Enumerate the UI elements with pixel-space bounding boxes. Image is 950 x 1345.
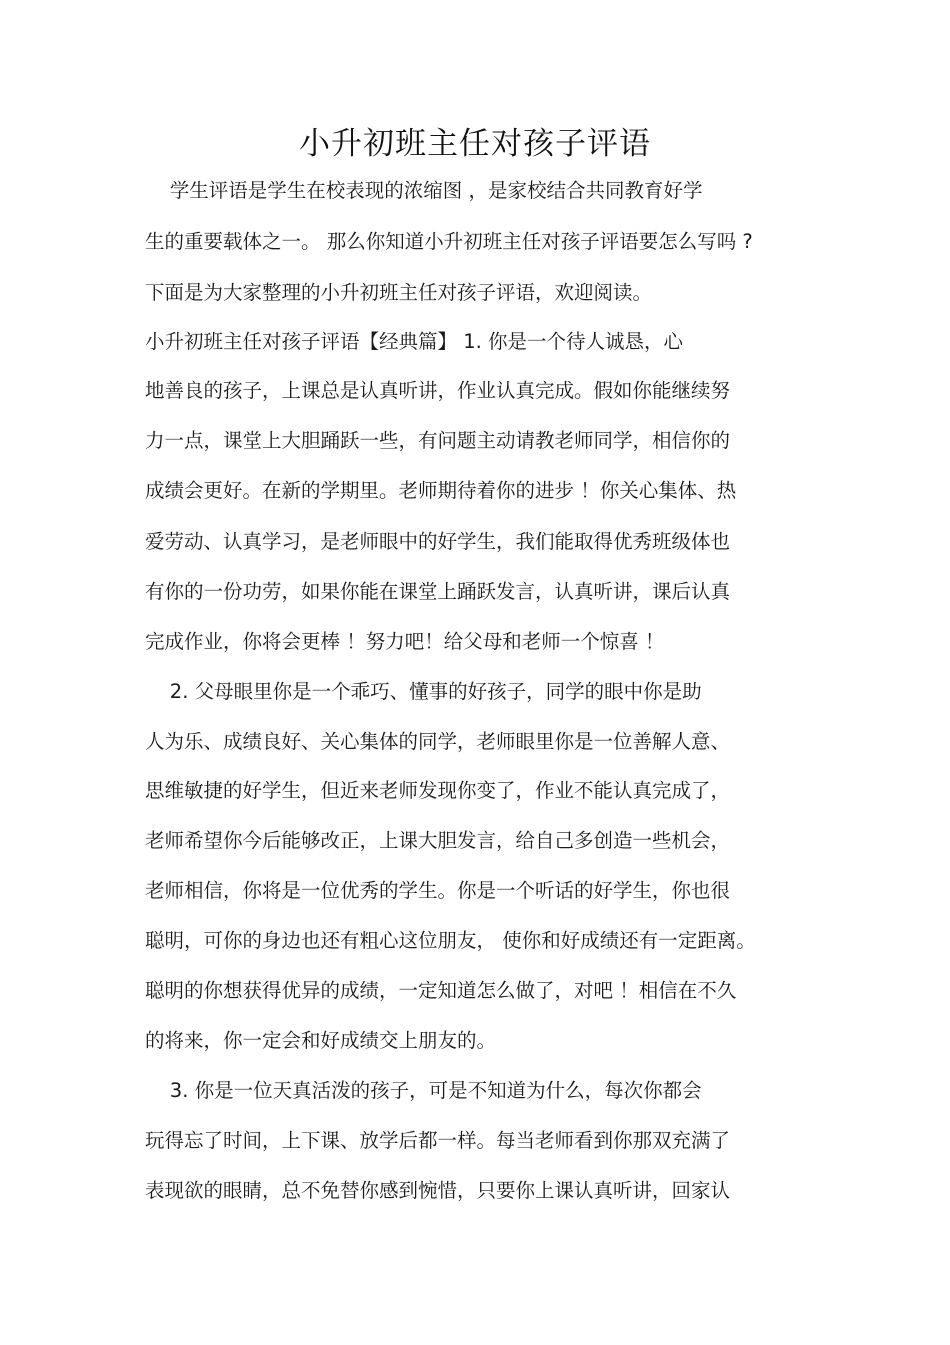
text-line: 下面是为大家整理的小升初班主任对孩子评语，欢迎阅读。 bbox=[145, 281, 653, 304]
text-line: 老师相信，你将是一位优秀的学生。你是一个听话的好学生，你也很 bbox=[145, 879, 731, 902]
text-line: 老师希望你今后能够改正，上课大胆发言，给自己多创造一些机会， bbox=[145, 829, 731, 852]
text-line: 学生评语是学生在校表现的浓缩图 ，是家校结合共同教育好学 bbox=[145, 179, 703, 202]
document-title: 小升初班主任对孩子评语 bbox=[299, 126, 651, 162]
text-line: 聪明的你想获得优异的成绩，一定知道怎么做了，对吧 ！相信在不久 bbox=[145, 979, 737, 1002]
text-line: 有你的一份功劳，如果你能在课堂上踊跃发言，认真听讲，课后认真 bbox=[145, 580, 731, 603]
text-line: 地善良的孩子，上课总是认真听讲，作业认真完成。假如你能继续努 bbox=[145, 379, 731, 402]
text-line: 表现欲的眼睛，总不免替你感到惋惜，只要你上课认真听讲，回家认 bbox=[145, 1179, 731, 1202]
text-line: 思维敏捷的好学生，但近来老师发现你变了，作业不能认真完成了， bbox=[145, 779, 731, 802]
text-line: 的将来，你一定会和好成绩交上朋友的。 bbox=[145, 1029, 497, 1052]
text-line: 爱劳动、认真学习，是老师眼中的好学生，我们能取得优秀班级体也 bbox=[145, 530, 731, 553]
text-line: 2. 父母眼里你是一个乖巧、懂事的好孩子，同学的眼中你是助 bbox=[145, 680, 702, 703]
text-line: 人为乐、成绩良好、关心集体的同学，老师眼里你是一位善解人意、 bbox=[145, 730, 731, 753]
text-line: 聪明，可你的身边也还有粗心这位朋友， 使你和好成绩还有一定距离。 bbox=[145, 929, 756, 952]
text-line: 3. 你是一位天真活泼的孩子，可是不知道为什么，每次你都会 bbox=[145, 1079, 702, 1102]
text-line: 玩得忘了时间，上下课、放学后都一样。每当老师看到你那双充满了 bbox=[145, 1129, 731, 1152]
text-line: 小升初班主任对孩子评语【经典篇】 1. 你是一个待人诚恳，心 bbox=[145, 330, 684, 353]
text-line: 力一点，课堂上大胆踊跃一些，有问题主动请教老师同学，相信你的 bbox=[145, 429, 731, 452]
text-line: 成绩会更好。在新的学期里。老师期待着你的进步 ！你关心集体、热 bbox=[145, 479, 737, 502]
text-line: 完成作业，你将会更棒 ！努力吧！给父母和老师一个惊喜 ！ bbox=[145, 630, 665, 653]
text-line: 生的重要载体之一。 那么你知道小升初班主任对孩子评语要怎么写吗 ? bbox=[145, 230, 753, 253]
